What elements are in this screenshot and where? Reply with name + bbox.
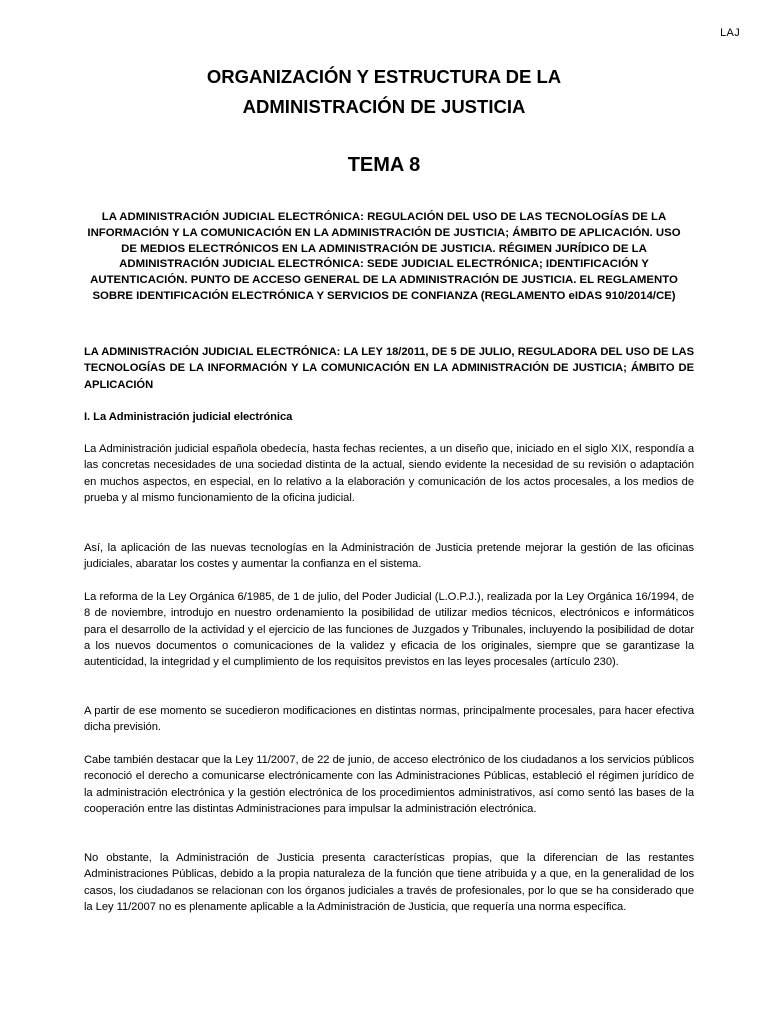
paragraph-2: Así, la aplicación de las nuevas tecnologías en la Administración de Justicia pretende mejorar la gestión de las oficinas judiciales, abaratar los costes y aumentar la confianza en el sistema. bbox=[84, 542, 694, 571]
document-title bbox=[84, 62, 684, 122]
title-line-1: ORGANIZACIÓN Y ESTRUCTURA DE LA bbox=[206, 66, 562, 87]
paragraph-6: No obstante, la Administración de Justicia presenta características propias, que la diferencian de las restantes Administraciones Públicas, debido a la propia naturaleza de la función que tiene atribuida y a que, en la generalidad de los casos, los ciudadanos se relacionan con los órganos judiciales a través de profesionales, por lo que se ha considerado que la Ley 11/2007 no es plenamente aplicable a la Administración de Justicia, que requería una norma específica. bbox=[84, 852, 694, 913]
section-heading: LA ADMINISTRACIÓN JUDICIAL ELECTRÓNICA: LA LEY 18/2011, DE 5 DE JULIO, REGULADORA DEL USO DE LAS TECNOLOGÍAS DE LA INFORMACIÓN Y LA COMUNICACIÓN EN LA ADMINISTRACIÓN DE JUSTICIA; ÁMBITO DE APLICACIÓN bbox=[84, 346, 694, 391]
title-line-2: ADMINISTRACIÓN DE JUSTICIA bbox=[242, 96, 526, 117]
header-tag: LAJ bbox=[720, 27, 740, 39]
paragraph-1: La Administración judicial española obedecía, hasta fechas recientes, a un diseño que, iniciado en el siglo XIX, respondía a las concretas necesidades de una sociedad distinta de la actual, siendo evidente la necesidad de su revisión o adaptación en muchos aspectos, en especial, en lo relativo a la elaboración y comunicación de los actos procesales, a los medios de prueba y al mismo funcionamiento de la oficina judicial. bbox=[84, 443, 694, 504]
paragraph-3: La reforma de la Ley Orgánica 6/1985, de 1 de julio, del Poder Judicial (L.O.P.J.), realizada por la Ley Orgánica 16/1994, de 8 de noviembre, introdujo en nuestro ordenamiento la posibilidad de utilizar medios técnicos, electrónicos e informáticos para el desarrollo de la actividad y el ejercicio de las funciones de Juzgados y Tribunales, incluyendo la posibilidad de dotar a los nuevos documentos o comunicaciones de la validez y eficacia de los originales, siempre que se garantizase la autenticidad, la integridad y el cumplimiento de los requisitos previstos en las leyes procesales (artículo 230). bbox=[84, 591, 694, 669]
paragraph-4: A partir de ese momento se sucedieron modificaciones en distintas normas, principalmente procesales, para hacer efectiva dicha previsión. bbox=[84, 705, 694, 734]
paragraph-5: Cabe también destacar que la Ley 11/2007, de 22 de junio, de acceso electrónico de los ciudadanos a los servicios públicos reconoció el derecho a comunicarse electrónicamente con las Administraciones Públicas, estableció el régimen jurídico de la administración electrónica y la gestión electrónica de los procedimientos administrativos, así como sentó las bases de la cooperación entre las distintas Administraciones para impulsar la administración electrónica. bbox=[84, 754, 694, 815]
topic-summary: LA ADMINISTRACIÓN JUDICIAL ELECTRÓNICA: REGULACIÓN DEL USO DE LAS TECNOLOGÍAS DE LA INFORMACIÓN Y LA COMUNICACIÓN EN LA ADMINISTRACIÓN DE JUSTICIA; ÁMBITO DE APLICACIÓN. USO DE MEDIOS ELECTRÓNICOS EN LA ADMINISTRACIÓN DE JUSTICIA. RÉGIMEN JURÍDICO DE LA ADMINISTRACIÓN JUDICIAL ELECTRÓNICA: SEDE JUDICIAL ELECTRÓNICA; IDENTIFICACIÓN Y AUTENTICACIÓN. PUNTO DE ACCESO GENERAL DE LA ADMINISTRACIÓN DE JUSTICIA. EL REGLAMENTO SOBRE IDENTIFICACIÓN ELECTRÓNICA Y SERVICIOS DE CONFIANZA (REGLAMENTO eIDAS 910/2014/CE) bbox=[87, 211, 681, 302]
subsection-heading: I. La Administración judicial electrónica bbox=[84, 411, 293, 423]
tema-heading: TEMA 8 bbox=[347, 154, 421, 176]
